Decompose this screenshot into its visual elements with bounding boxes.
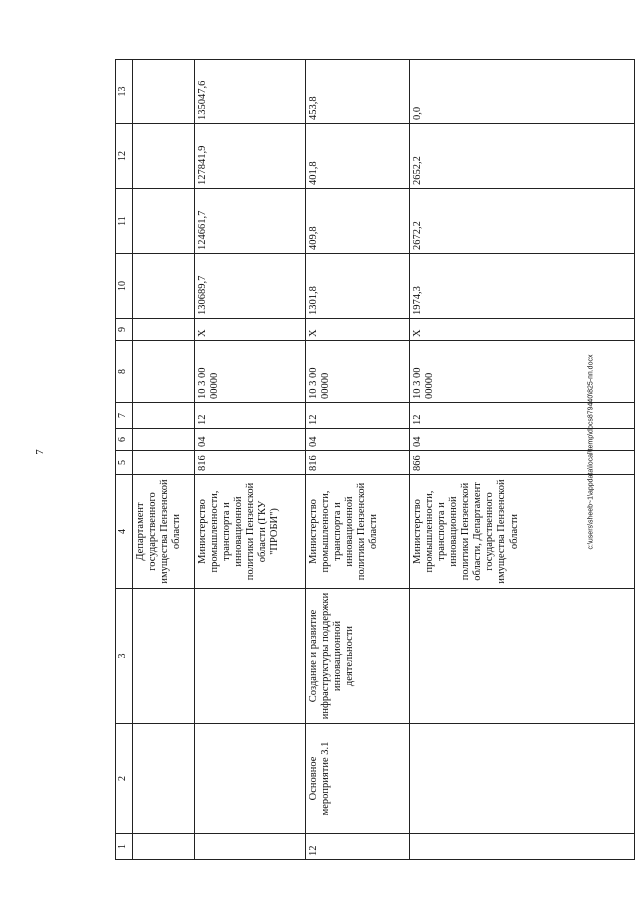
header-cell: 7 (116, 403, 133, 429)
code-grbs: 816 (195, 451, 306, 475)
row-number (410, 834, 635, 860)
executor: Департамент государственного имущества Пензенской области (133, 475, 195, 589)
header-cell: 10 (116, 254, 133, 319)
header-cell: 1 (116, 834, 133, 860)
amount-col13 (133, 60, 195, 124)
row-number (195, 834, 306, 860)
header-cell: 3 (116, 589, 133, 724)
header-cell: 11 (116, 189, 133, 254)
amount-col11 (133, 189, 195, 254)
code-vr: Х (410, 319, 635, 341)
code-grbs: 866 (410, 451, 635, 475)
activity-description (195, 589, 306, 724)
rotated-page (115, 60, 635, 860)
row-number: 12 (306, 834, 410, 860)
amount-col12: 401,8 (306, 124, 410, 189)
executor: Министерство промышленности, транспорта и инновационной политики Пензенской области (306, 475, 410, 589)
code-rz (133, 429, 195, 451)
code-vr: Х (306, 319, 410, 341)
code-rz: 04 (306, 429, 410, 451)
amount-col10: 130689,7 (195, 254, 306, 319)
amount-col13: 135047,6 (195, 60, 306, 124)
header-cell: 9 (116, 319, 133, 341)
executor: Министерство промышленности, транспорта и инновационной политики Пензенской области, Департамент государственного имущества Пензенской области (410, 475, 635, 589)
code-pr (133, 403, 195, 429)
row-number (133, 834, 195, 860)
header-cell: 12 (116, 124, 133, 189)
activity-name (410, 724, 635, 834)
code-pr: 12 (195, 403, 306, 429)
code-grbs: 816 (306, 451, 410, 475)
code-vr (133, 319, 195, 341)
code-vr: Х (195, 319, 306, 341)
header-cell: 4 (116, 475, 133, 589)
header-cell: 5 (116, 451, 133, 475)
activity-description (410, 589, 635, 724)
activity-name: Основное мероприятие 3.1 (306, 724, 410, 834)
amount-col11: 2672,2 (410, 189, 635, 254)
table-row (410, 60, 635, 860)
amount-col13: 453,8 (306, 60, 410, 124)
header-cell: 2 (116, 724, 133, 834)
amount-col12: 127841,9 (195, 124, 306, 189)
code-csr: 10 3 00 00000 (410, 341, 635, 403)
executor: Министерство промышленности, транспорта и инновационной политики Пензенской области (ГКУ "ПРОБИ") (195, 475, 306, 589)
amount-col12: 2652,2 (410, 124, 635, 189)
amount-col11: 124661,7 (195, 189, 306, 254)
amount-col10: 1974,3 (410, 254, 635, 319)
header-cell: 8 (116, 341, 133, 403)
header-cell: 13 (116, 60, 133, 124)
page-number: 7 (34, 449, 46, 455)
code-csr: 10 3 00 00000 (195, 341, 306, 403)
table-row (133, 60, 195, 860)
code-csr (133, 341, 195, 403)
code-rz: 04 (410, 429, 635, 451)
table-row (306, 60, 410, 860)
code-csr: 10 3 00 00000 (306, 341, 410, 403)
activity-description: Создание и развитие инфраструктуры поддержки инновационной деятельности (306, 589, 410, 724)
amount-col13: 0,0 (410, 60, 635, 124)
header-cell: 6 (116, 429, 133, 451)
amount-col10 (133, 254, 195, 319)
code-rz: 04 (195, 429, 306, 451)
amount-col11: 409,8 (306, 189, 410, 254)
amount-col12 (133, 124, 195, 189)
activity-description (133, 589, 195, 724)
code-grbs (133, 451, 195, 475)
budget-table (115, 59, 635, 860)
table-row (195, 60, 306, 860)
code-pr: 12 (410, 403, 635, 429)
activity-name (195, 724, 306, 834)
header-row (116, 60, 133, 860)
footer-file-path: c:\users\sheeb~1\appdata\local\temp\docs879440\825-пп.docx (587, 354, 595, 550)
code-pr: 12 (306, 403, 410, 429)
activity-name (133, 724, 195, 834)
amount-col10: 1301,8 (306, 254, 410, 319)
